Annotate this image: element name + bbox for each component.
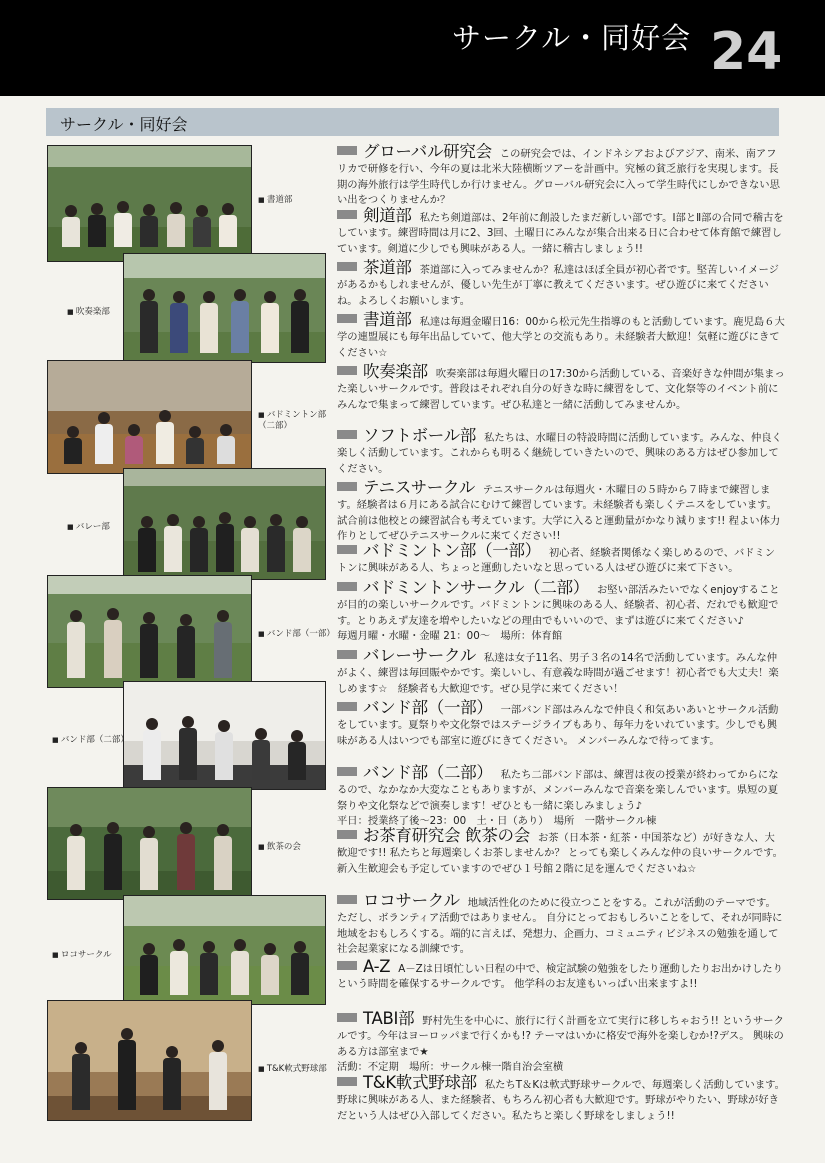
circle-entry	[337, 312, 785, 361]
circle-description: A－Zは日頃忙しい日程の中で、検定試験の勉強をしたり運動したりお出かけしたりという時間を確保するサークルです。 他学科のお友達もいっぱい出来ますよ!!	[337, 963, 783, 991]
photo-tk-baseball	[47, 1000, 252, 1121]
circle-name: ソフトボール部	[337, 426, 476, 445]
photo-yamcha	[47, 787, 252, 900]
circle-name: 書道部	[337, 310, 412, 329]
circle-name: 茶道部	[337, 258, 412, 277]
circle-name: 吹奏楽部	[337, 362, 428, 381]
circle-description: 吹奏楽部は毎週火曜日の17:30から活動している、音楽好きな仲間が集まった楽しいサークルです。普段はそれぞれ自分の好きな時に練習をして、文化祭等のイベント前にみんなで集まって練習しています。ぜひ私達と一緒に活動してみませんか。	[337, 368, 785, 411]
circle-description: 野村先生を中心に、旅行に行く計画を立て実行に移しちゃおう!! というサークルです。今年はヨーロッパまで行くかも!? テーマはいかに格安で海外を楽しむか!?デス。 興味のある方は部室まで★	[337, 1015, 784, 1058]
photo-caption-loco: ■ ロコサークル	[52, 948, 112, 960]
photo-caption-suisogaku: ■ 吹奏楽部	[67, 305, 110, 317]
circle-entry	[337, 428, 785, 477]
circle-name: バンド部（一部）	[337, 698, 493, 717]
page-number: 24	[710, 22, 783, 82]
circle-entry	[337, 828, 785, 877]
circle-description: 茶道部に入ってみませんか？私達はほぼ全員が初心者です。堅苦しいイメージがあるかもしれませんが、優しい先生が丁寧に教えてくださいます。ぜひ遊びに来てくださいね。よろしくお願いします。	[337, 264, 779, 307]
photo-band2	[123, 681, 326, 790]
circle-entry	[337, 144, 785, 209]
circle-name: TABI部	[337, 1009, 414, 1028]
circle-entry	[337, 543, 785, 577]
circle-name: グローバル研究会	[337, 142, 492, 161]
photo-band1	[47, 575, 252, 688]
page-header-bar	[0, 0, 825, 96]
circle-entry	[337, 893, 785, 958]
section-title: サークル・同好会	[60, 115, 188, 134]
photo-loco	[123, 895, 326, 1005]
page-header-title: サークル・同好会	[452, 21, 692, 55]
circle-entry	[337, 208, 785, 257]
circle-description: お茶（日本茶・紅茶・中国茶など）が好きな人、大歓迎です!! 私たちと毎週楽しくお茶しませんか？ とっても楽しくみんな仲の良いサークルです。新入生歓迎会も予定していますのでぜひ１号館２階に足を運んでくださいね☆	[337, 832, 783, 875]
circle-description: テニスサークルは毎週火・木曜日の５時から７時まで練習します。経験者は６月にある試合にむけて練習しています。未経験者も楽しくテニスをしています。試合前は他校との練習試合も考えています。大学に入ると運動量がかなり減ります!! 程よい体力作りとしてぜひテニスサークルに来てください!!	[337, 484, 781, 543]
photo-caption-band1: ■ バンド部（一部）	[258, 627, 335, 639]
circle-entry	[337, 648, 785, 697]
photo-shodo	[47, 145, 252, 262]
circle-schedule: 毎週月曜・水曜・金曜 21：00～ 場所：体育館	[337, 630, 563, 643]
photo-volley	[123, 468, 326, 580]
circle-entry	[337, 700, 785, 749]
circle-schedule: 活動：不定期 場所：サークル棟一階自治会室横	[337, 1061, 564, 1074]
photo-badminton	[47, 360, 252, 474]
circle-name: A-Z	[337, 957, 390, 976]
circle-description: 私たちT＆Kは軟式野球サークルで、毎週楽しく活動しています。 野球に興味がある人、また経験者、もちろん初心者も大歓迎です。野球がやりたい、野球が好きだという人はぜひ入部してください。私たちと楽しく野球をしましょう!!	[337, 1079, 785, 1122]
circle-description: 私達は女子11名、男子３名の14名で活動しています。みんな仲がよく、練習は毎回賑やかです。楽しいし、有意義な時間が過ごせます！初心者でも大丈夫！楽しめます☆ 経験者も大歓迎です。ぜひ見学に来てください！	[337, 652, 779, 695]
circle-description: この研究会では、インドネシアおよびアジア、南米、南アフリカで研修を行い、今年の夏は北米大陸横断ツアーを計画中。究極の貧乏旅行を実現します。長期の海外旅行は学生時代しか行けません。グローバル研究会に入って学生時代にしかできない思い出をつくりませんか？	[337, 148, 780, 207]
circle-name: バドミントンサークル（二部）	[337, 578, 589, 597]
circle-entry	[337, 1075, 785, 1124]
circle-description: 地域活性化のために役立つことをする。これが活動のテーマです。ただし、ボランティア活動ではありません。 自分にとっておもしろいことをして、それが同時に地域をおもしろくする。端的に言えば、発想力、企画力、コミュニティビジネスの勉強を通して社会起業家になる訓練です。	[337, 897, 783, 956]
section-title-bar	[46, 108, 779, 136]
photo-caption-volley: ■ バレー部	[67, 520, 110, 532]
circle-name: バレーサークル	[337, 646, 476, 665]
circle-description: 一部バンド部はみんなで仲良く和気あいあいとサークル活動をしています。夏祭りや文化祭ではステージライブもあり、毎年力をいれています。少しでも興味がある人はいつでも部室に遊びにきてください。 メンバーみんなで待ってます。	[337, 704, 779, 747]
circle-description: お堅い部活みたいでなくenjoyすることが目的の楽しいサークルです。バドミントンに興味のある人、経験者、初心者、だれでも歓迎です。とりあえず友達を増やしたいなどの理由でもいいので、まずは遊びに来てください♪	[337, 584, 780, 627]
circle-description: 初心者、経験者関係なく楽しめるので、バドミントンに興味がある人、ちょっと運動したいなと思っている人はぜひ遊びに来て下さい。	[337, 547, 775, 575]
circle-description: 私たちは、水曜日の特設時間に活動しています。みんな、仲良く楽しく活動しています。これからも明るく継続していきたいので、興味のある方はぜひ参加してください。	[337, 432, 782, 475]
circle-description: 私たち二部バンド部は、練習は夜の授業が終わってからになるので、なかなか大変なこともありますが、メンバーみんなで音楽を楽しんでいます。県短の夏祭りや文化祭などで演奏します！ぜひとも一緒に楽しみましょう♪	[337, 769, 779, 812]
circle-entry	[337, 364, 785, 413]
photo-caption-band2: ■ バンド部（二部）	[52, 733, 129, 745]
photo-caption-tk-baseball: ■ T&K軟式野球部	[258, 1062, 327, 1074]
photo-caption-shodo: ■ 書道部	[258, 193, 292, 205]
circle-name: ロコサークル	[337, 891, 460, 910]
photo-suisogaku	[123, 253, 326, 363]
circle-entry	[337, 765, 785, 830]
circle-name: お茶育研究会 飲茶の会	[337, 826, 530, 845]
circle-entry	[337, 1011, 785, 1076]
circle-name: バンド部（二部）	[337, 763, 493, 782]
circle-entry	[337, 480, 785, 545]
circle-entry	[337, 260, 785, 309]
circle-schedule: 平日：授業終了後～23：00 土・日（あり） 場所 一階サークル棟	[337, 815, 657, 828]
circle-name: 剣道部	[337, 206, 412, 225]
circle-name: T&K軟式野球部	[337, 1073, 477, 1092]
circle-description: 私達は毎週金曜日16：00から松元先生指導のもと活動しています。鹿児島６大学の連盟展にも毎年出品していて、他大学との交流もあり。未経験者大歓迎！気軽に遊びにきてください☆	[337, 316, 785, 359]
circle-entry	[337, 580, 785, 645]
photo-caption-badminton: ■ バドミントン部 （二部）	[258, 410, 326, 432]
circle-entry	[337, 959, 785, 993]
circle-name: バドミントン部（一部）	[337, 541, 541, 560]
circle-name: テニスサークル	[337, 478, 475, 497]
photo-caption-yamcha: ■ 飲茶の会	[258, 840, 301, 852]
circle-description: 私たち剣道部は、2年前に創設したまだ新しい部です。Ⅰ部とⅡ部の合同で稽古をしています。練習時間は月に2、3回、土曜日にみんなが集合出来る日に合わせて体育館で練習しています。剣道に少しでも興味がある人。一緒に稽古しましょう!!	[337, 212, 784, 255]
